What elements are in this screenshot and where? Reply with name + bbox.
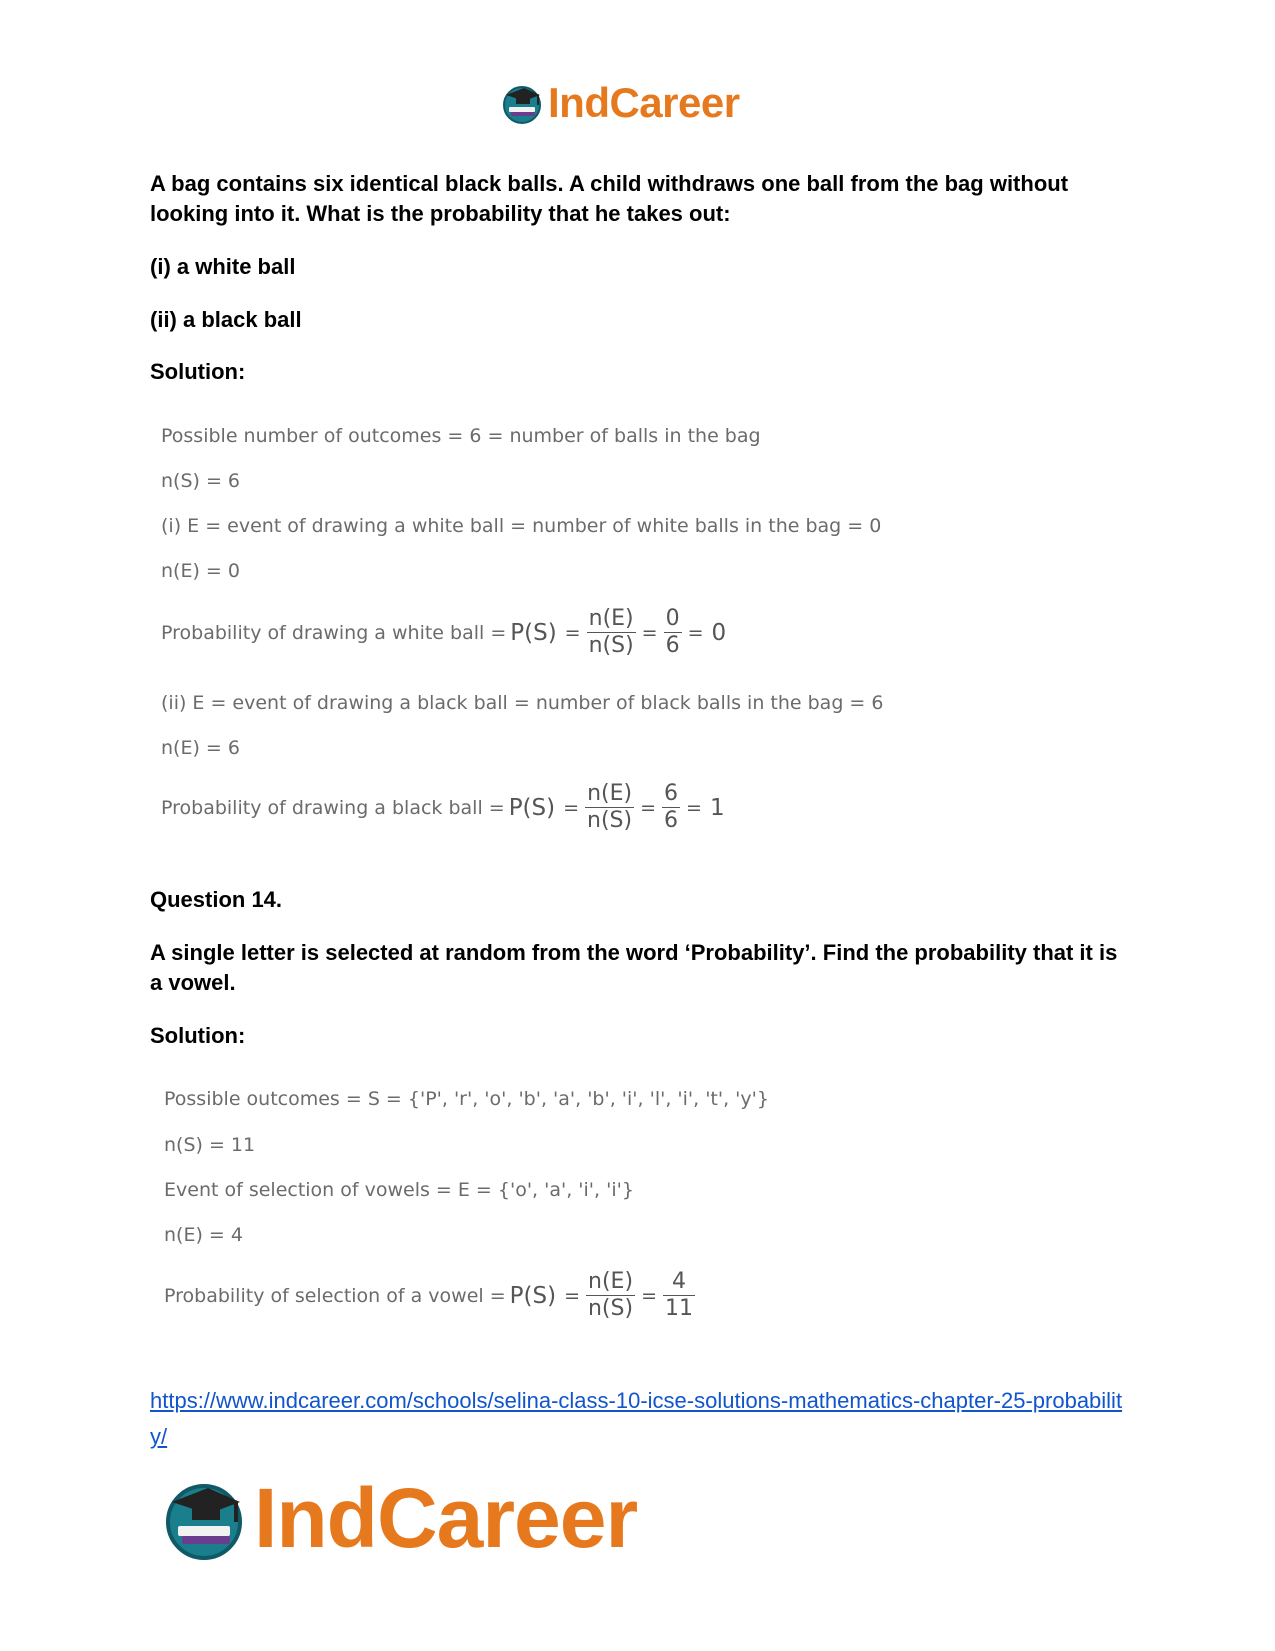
q14-solution-line: Possible outcomes = S = {'P', 'r', 'o', 'b', 'a', 'b', 'i', 'l', 'i', 't', 'y'} [164,1088,769,1110]
q13-question: A bag contains six identical black balls. A child withdraws one ball from the bag without looking into it. What is the probability that he takes out: [150,171,1069,226]
q14-solution-line: n(E) = 4 [164,1224,243,1246]
graduation-cap-globe-icon [160,1474,248,1562]
formula-ps: P(S) [508,794,556,821]
q14-title: Question 14. [150,887,283,912]
q13-solution-line: n(S) = 6 [161,470,241,492]
formula-result: 0 [711,619,727,646]
q14-solution-line: Event of selection of vowels = E = {'o', 'a', 'i', 'i'} [164,1179,634,1201]
formula-fraction [587,606,636,659]
formula-fraction [663,1269,695,1322]
formula-fraction [664,606,682,659]
q13-part-ii: (ii) a black ball [150,307,302,332]
header-logo-text: IndCareer [548,79,740,126]
fraction-denominator: 11 [664,1296,693,1321]
q13-solution-line: (ii) E = event of drawing a black ball = number of black balls in the bag = 6 [161,692,884,714]
q13-part-i: (i) a white ball [150,254,296,279]
formula-result: 1 [709,794,725,821]
formula-fraction [662,781,680,834]
formula-ps: P(S) [510,619,557,646]
formula-equals: = [641,621,658,644]
q13-solution-line: Possible number of outcomes = 6 = number of balls in the bag [161,425,761,447]
q13-solution-line: n(E) = 6 [161,737,240,759]
q13-solution-label: Solution: [150,359,246,384]
fraction-denominator: n(S) [587,808,633,833]
formula-equals: = [641,1284,657,1307]
formula-fraction [586,1269,635,1322]
formula-equals: = [564,621,581,644]
fraction-numerator: n(E) [588,606,634,631]
fraction-numerator: n(E) [587,781,633,806]
formula-equals: = [687,621,704,644]
formula-equals: = [640,796,657,819]
formula-equals: = [686,796,702,819]
fraction-denominator: 6 [664,808,679,833]
fraction-numerator: 6 [664,781,679,806]
q14-formula-vowel [164,1269,697,1322]
header-logo [500,76,740,130]
graduation-cap-globe-icon [500,81,544,125]
fraction-denominator: 6 [665,633,680,658]
formula-fraction [585,781,634,834]
source-link[interactable]: https://www.indcareer.com/schools/selina-class-10-icse-solutions-mathematics-chapter-25-probability/ [150,1388,1123,1449]
q13-solution-line: n(E) = 0 [161,560,240,582]
formula-equals: = [563,796,580,819]
formula-lead: Probability of selection of a vowel = [164,1284,506,1307]
footer-logo-text: IndCareer [254,1470,638,1565]
fraction-numerator: 4 [671,1269,686,1294]
formula-lead: Probability of drawing a black ball = [161,796,505,819]
q14-question: A single letter is selected at random from the word ‘Probability’. Find the probability that it is a vowel. [150,940,1118,995]
fraction-numerator: n(E) [588,1269,634,1294]
q14-solution-label: Solution: [150,1023,246,1048]
q14-solution-line: n(S) = 11 [164,1134,256,1156]
footer-logo [160,1470,637,1566]
q13-formula-white [161,606,730,659]
formula-lead: Probability of drawing a white ball = [161,621,507,644]
fraction-numerator: 0 [665,606,680,631]
formula-ps: P(S) [509,1282,557,1309]
fraction-denominator: n(S) [587,1296,634,1321]
q13-solution-line: (i) E = event of drawing a white ball = number of white balls in the bag = 0 [161,515,882,537]
formula-equals: = [564,1284,580,1307]
q13-formula-black [161,781,729,834]
fraction-denominator: n(S) [588,633,634,658]
